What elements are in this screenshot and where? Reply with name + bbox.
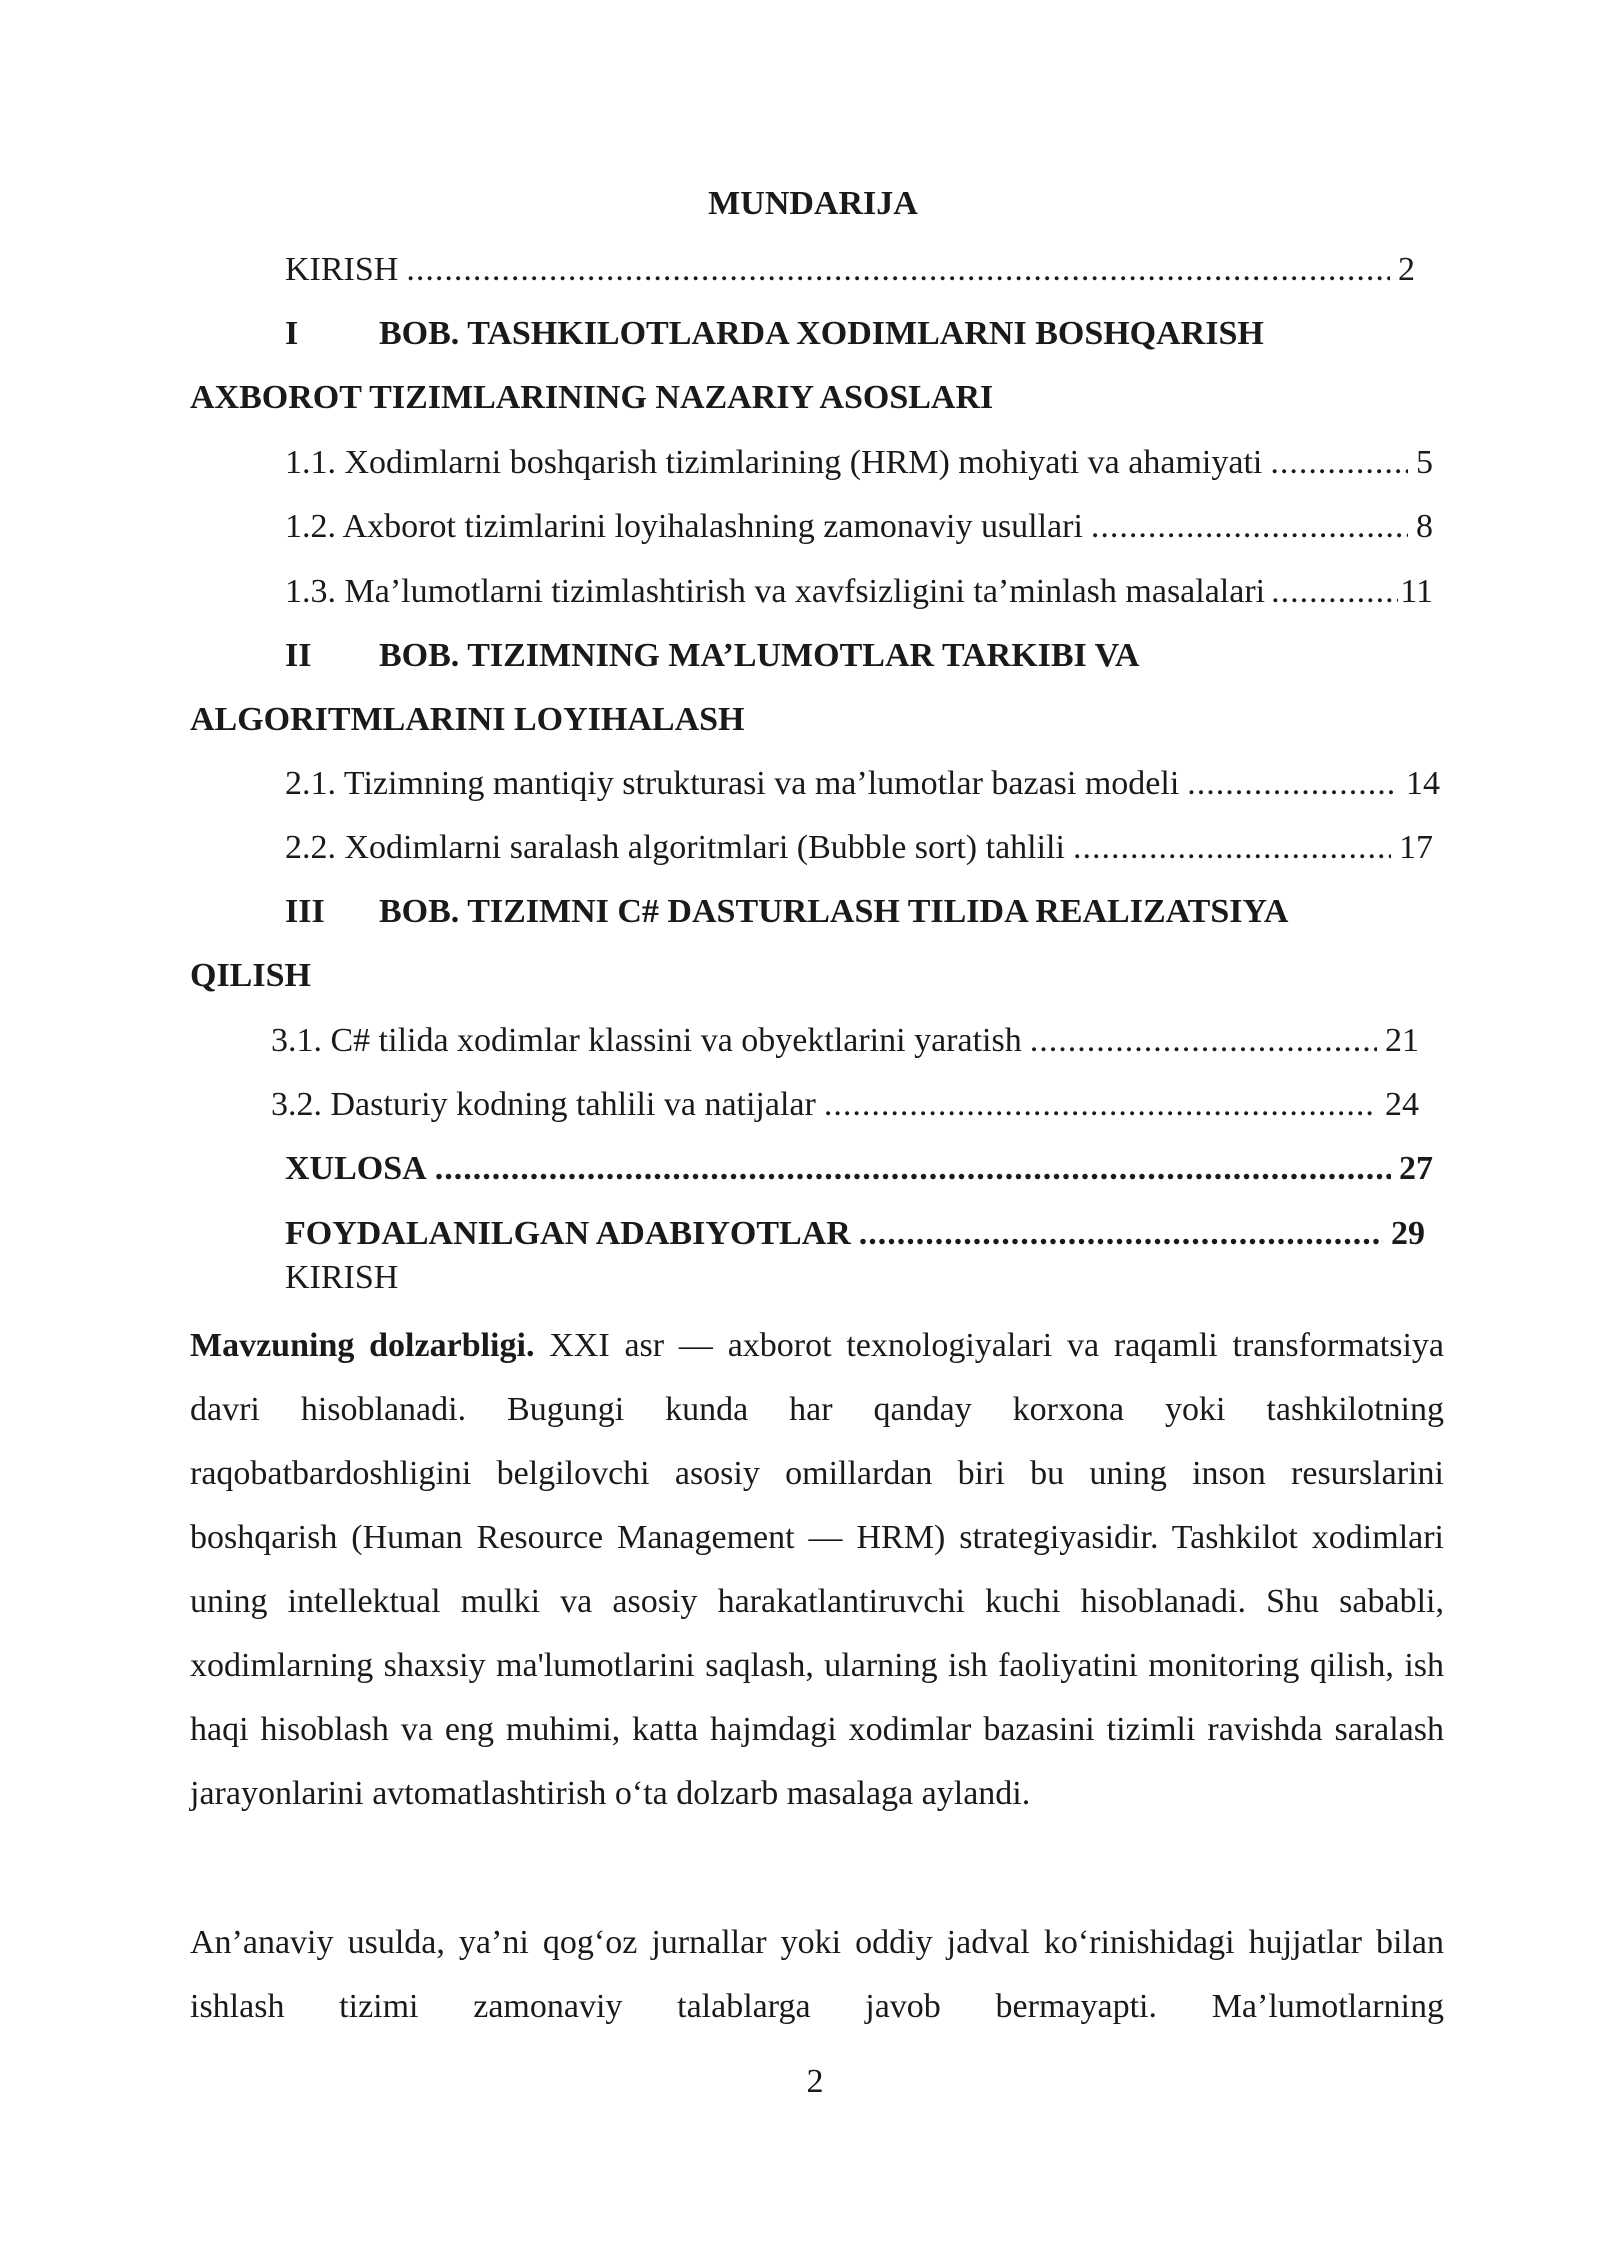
toc-entry-1-2[interactable] — [285, 507, 1433, 547]
toc-leader-dots — [859, 1214, 1383, 1254]
chapter-roman: I — [285, 315, 299, 352]
section-heading-kirish: KIRISH — [285, 1259, 399, 1296]
page-number: 2 — [806, 2063, 824, 2100]
toc-entry-2-2[interactable] — [285, 828, 1433, 868]
toc-entry-label: FOYDALANILGAN ADABIYOTLAR — [285, 1215, 851, 1252]
toc-leader-dots — [1270, 443, 1408, 483]
chapter-title: BOB. TIZIMNING MA’LUMOTLAR TARKIBI VA — [379, 637, 1140, 674]
toc-entry-page: 8 — [1416, 508, 1433, 545]
toc-entry-label: 1.1. Xodimlarni boshqarish tizimlarining (HRM) mohiyati va ahamiyati — [285, 444, 1263, 481]
chapter-roman: III — [285, 893, 325, 930]
toc-entry-page: 29 — [1391, 1215, 1425, 1252]
toc-entry-label: 3.1. C# tilida xodimlar klassini va obyektlarini yaratish — [271, 1022, 1022, 1059]
toc-entry-3-1[interactable] — [271, 1021, 1419, 1061]
toc-leader-dots — [1030, 1021, 1377, 1061]
chapter-title: BOB. TASHKILOTLARDA XODIMLARNI BOSHQARISH — [379, 315, 1264, 352]
toc-entry-label: 2.1. Tizimning mantiqiy strukturasi va ma’lumotlar bazasi modeli — [285, 765, 1180, 802]
toc-entry-label: 1.2. Axborot tizimlarini loyihalashning zamonaviy usullari — [285, 508, 1083, 545]
toc-entry-xulosa[interactable] — [285, 1149, 1433, 1189]
toc-entry-1-3[interactable] — [285, 572, 1433, 612]
toc-leader-dots — [435, 1149, 1391, 1189]
toc-chapter-3-heading-cont: QILISH — [190, 957, 311, 994]
toc-entry-page: 14 — [1406, 765, 1440, 802]
toc-entry-label: KIRISH — [285, 251, 399, 288]
toc-entry-1-1[interactable] — [285, 443, 1433, 483]
toc-chapter-1-heading[interactable] — [285, 314, 1264, 354]
toc-leader-dots — [824, 1085, 1377, 1125]
toc-entry-2-1[interactable] — [285, 764, 1440, 804]
toc-chapter-3-heading[interactable] — [285, 892, 1288, 932]
toc-leader-dots — [1091, 507, 1408, 547]
toc-leader-dots — [1271, 572, 1398, 612]
toc-chapter-2-heading-cont: ALGORITMLARINI LOYIHALASH — [190, 701, 745, 738]
toc-entry-label: 2.2. Xodimlarni saralash algoritmlari (Bubble sort) tahlili — [285, 829, 1065, 866]
toc-leader-dots — [1187, 764, 1398, 804]
toc-entry-page: 17 — [1399, 829, 1433, 866]
toc-entry-label: 3.2. Dasturiy kodning tahlili va natijalar — [271, 1086, 816, 1123]
toc-entry-page: 21 — [1385, 1022, 1419, 1059]
paragraph-relevance — [190, 1314, 1444, 1826]
paragraph-lead: Mavzuning dolzarbligi. — [190, 1327, 535, 1364]
toc-entry-page: 2 — [1398, 251, 1415, 288]
toc-entry-3-2[interactable] — [271, 1085, 1419, 1125]
paragraph-traditional-methods: An’anaviy usulda, ya’ni qog‘oz jurnallar yoki oddiy jadval ko‘rinishidagi hujjatlar bilan ishlash tizimi zamonaviy talablarga javob bermayapti. Ma’lumotlarning — [190, 1924, 1444, 2025]
chapter-roman: II — [285, 637, 312, 674]
toc-chapter-1-heading-cont: AXBOROT TIZIMLARINING NAZARIY ASOSLARI — [190, 379, 994, 416]
toc-leader-dots — [1073, 828, 1391, 868]
toc-entry-page: 5 — [1416, 444, 1433, 481]
chapter-title: BOB. TIZIMNI C# DASTURLASH TILIDA REALIZATSIYA — [379, 893, 1289, 930]
toc-entry-adabiyotlar[interactable] — [285, 1214, 1425, 1254]
toc-title: MUNDARIJA — [708, 185, 918, 222]
toc-entry-page: 27 — [1399, 1150, 1433, 1187]
toc-entry-label: 1.3. Ma’lumotlarni tizimlashtirish va xavfsizligini ta’minlash masalalari — [285, 573, 1266, 610]
toc-entry-kirish[interactable] — [285, 250, 1415, 290]
toc-leader-dots — [406, 250, 1390, 290]
toc-entry-label: XULOSA — [285, 1150, 427, 1187]
toc-entry-page: 24 — [1385, 1086, 1419, 1123]
paragraph-text: XXI asr — axborot texnologiyalari va raqamli transformatsiya davri hisoblanadi. Bugungi kunda har qanday korxona yoki tashkilotning raqobatbardoshligini belgilovchi asosiy omillardan biri bu uning inson resurslarini boshqarish (Human Resource Management — HRM) strategiyasidir. Tashkilot xodimlari uning intellektual mulki va asosiy harakatlantiruvchi kuchi hisoblanadi. Shu sababli, xodimlarning shaxsiy ma'lumotlarini saqlash, ularning ish faoliyatini monitoring qilish, ish haqi hisoblash va eng muhimi, katta hajmdagi xodimlar bazasini tizimli ravishda saralash jarayonlarini avtomatlashtirish o‘ta dolzarb masalaga aylandi. — [190, 1327, 1444, 1812]
toc-entry-page: 11 — [1400, 573, 1433, 610]
toc-chapter-2-heading[interactable] — [285, 636, 1139, 676]
